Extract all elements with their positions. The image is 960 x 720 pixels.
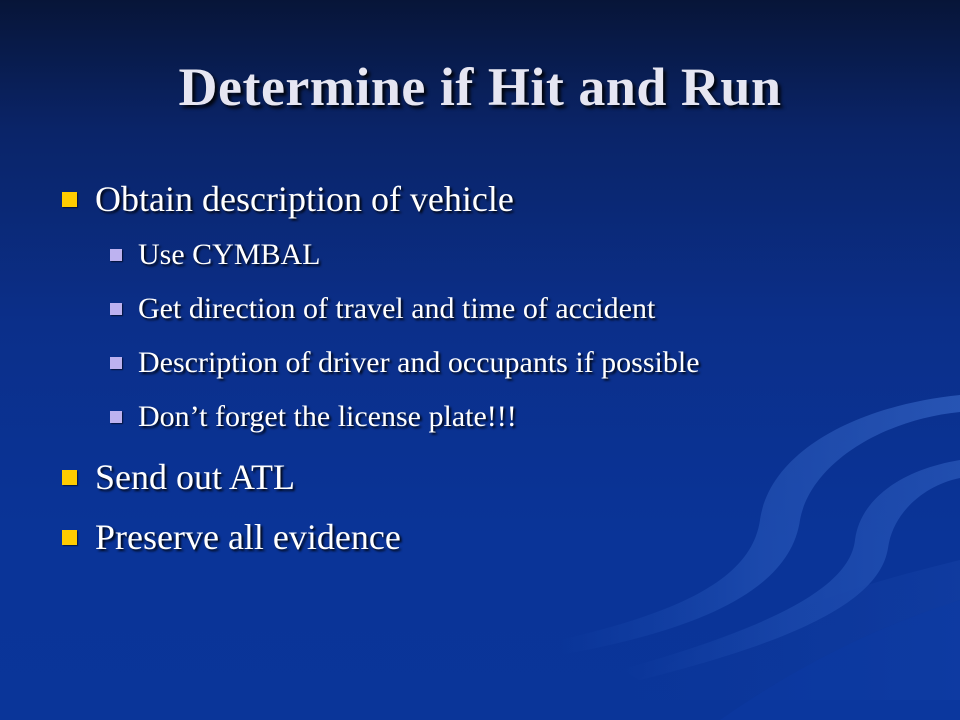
sub-bullet-text: Get direction of travel and time of accident (138, 292, 656, 325)
sub-bullet-text: Use CYMBAL (138, 238, 321, 271)
sub-bullet-item-driver-occupants (110, 346, 700, 380)
bullet-item-preserve-evidence (62, 516, 401, 558)
sub-bullet-item-use-cymbal (110, 238, 321, 272)
bullet-item-send-atl (62, 456, 295, 498)
square-bullet-icon (62, 470, 77, 485)
square-bullet-icon (110, 303, 122, 315)
square-bullet-icon (62, 192, 77, 207)
sub-bullet-text: Description of driver and occupants if possible (138, 346, 700, 379)
square-bullet-icon (110, 411, 122, 423)
square-bullet-icon (110, 357, 122, 369)
slide-title: Determine if Hit and Run (178, 57, 782, 117)
sub-bullet-item-license-plate (110, 400, 517, 434)
bullet-text: Obtain description of vehicle (95, 179, 514, 219)
sub-bullet-text: Don’t forget the license plate!!! (138, 400, 517, 433)
bullet-text: Preserve all evidence (95, 517, 401, 557)
sub-bullet-item-direction-time (110, 292, 655, 326)
square-bullet-icon (110, 249, 122, 261)
bullet-text: Send out ATL (95, 457, 296, 497)
bullet-item-obtain-description (62, 178, 514, 220)
square-bullet-icon (62, 530, 77, 545)
